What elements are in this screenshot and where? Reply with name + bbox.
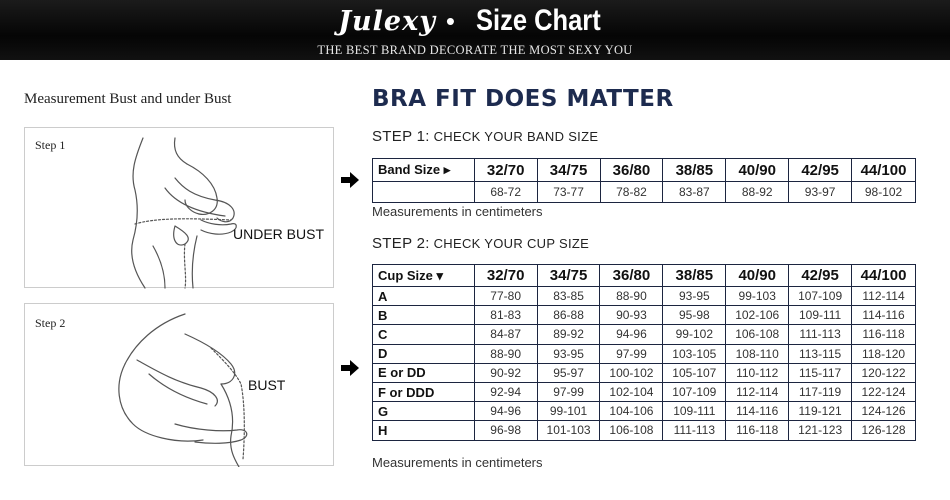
cup-measurement-cell: 106-108	[726, 325, 789, 344]
cup-measurement-cell: 112-114	[852, 287, 916, 306]
band-measurement-blank	[373, 182, 475, 203]
cup-measurement-cell: 109-111	[663, 402, 726, 421]
cup-measurement-cell: 99-102	[663, 325, 726, 344]
cup-measurement-cell: 120-122	[852, 363, 916, 382]
cup-measurement-cell: 112-114	[726, 382, 789, 401]
cup-size-col: 34/75	[537, 265, 600, 287]
step2-heading-prefix: STEP 2:	[372, 235, 430, 252]
cup-size-col: 32/70	[474, 265, 537, 287]
band-measurement-note: Measurements in centimeters	[372, 204, 543, 219]
cup-label-cell: C	[373, 325, 475, 344]
cup-measurement-cell: 124-126	[852, 402, 916, 421]
cup-measurement-cell: 97-99	[600, 344, 663, 363]
table-row	[373, 382, 916, 401]
bust-figure-icon	[25, 304, 335, 467]
cup-measurement-cell: 94-96	[600, 325, 663, 344]
band-measurement-cell: 98-102	[852, 182, 916, 203]
table-row	[373, 402, 916, 421]
cup-measurement-cell: 90-92	[474, 363, 537, 382]
cup-size-col: 42/95	[789, 265, 852, 287]
cup-measurement-cell: 104-106	[600, 402, 663, 421]
cup-measurement-cell: 94-96	[474, 402, 537, 421]
cup-measurement-cell: 111-113	[663, 421, 726, 440]
step2-heading-text: CHECK YOUR CUP SIZE	[433, 236, 590, 251]
right-arrow-icon	[341, 172, 359, 188]
cup-measurement-cell: 88-90	[474, 344, 537, 363]
cup-measurement-cell: 116-118	[852, 325, 916, 344]
cup-measurement-cell: 99-103	[726, 287, 789, 306]
cup-measurement-cell: 119-121	[789, 402, 852, 421]
cup-measurement-cell: 115-117	[789, 363, 852, 382]
cup-measurement-cell: 116-118	[726, 421, 789, 440]
cup-measurement-cell: 86-88	[537, 306, 600, 325]
step2-label: Step 2	[35, 316, 66, 330]
cup-label-cell: A	[373, 287, 475, 306]
step2-heading	[372, 235, 589, 252]
band-measurement-cell: 88-92	[726, 182, 789, 203]
cup-measurement-cell: 118-120	[852, 344, 916, 363]
band-size-col: 36/80	[600, 159, 663, 182]
tagline: THE BEST BRAND DECORATE THE MOST SEXY YOU	[317, 43, 633, 57]
cup-measurement-cell: 122-124	[852, 382, 916, 401]
cup-label-cell: F or DDD	[373, 382, 475, 401]
cup-label-cell: G	[373, 402, 475, 421]
cup-measurement-cell: 106-108	[600, 421, 663, 440]
brand-name: Julexy	[338, 6, 436, 37]
cup-measurement-cell: 95-97	[537, 363, 600, 382]
cup-measurement-cell: 97-99	[537, 382, 600, 401]
cup-measurement-cell: 100-102	[600, 363, 663, 382]
brand-separator: •	[445, 6, 456, 36]
cup-size-col: 40/90	[726, 265, 789, 287]
brand-row	[0, 4, 950, 38]
band-measurement-cell: 83-87	[663, 182, 726, 203]
band-size-col: 32/70	[474, 159, 537, 182]
right-arrow-icon	[341, 360, 359, 376]
cup-measurement-cell: 90-93	[600, 306, 663, 325]
band-size-col: 42/95	[789, 159, 852, 182]
cup-measurement-cell: 121-123	[789, 421, 852, 440]
cup-size-row-header: Cup Size ▾	[373, 265, 475, 287]
cup-measurement-cell: 101-103	[537, 421, 600, 440]
cup-measurement-cell: 83-85	[537, 287, 600, 306]
step1-heading	[372, 128, 598, 145]
step1-heading-prefix: STEP 1:	[372, 128, 430, 145]
cup-size-col: 36/80	[600, 265, 663, 287]
cup-measurement-cell: 109-111	[789, 306, 852, 325]
cup-measurement-cell: 84-87	[474, 325, 537, 344]
table-row	[373, 421, 916, 440]
table-row	[373, 344, 916, 363]
cup-measurement-cell: 93-95	[537, 344, 600, 363]
cup-label-cell: E or DD	[373, 363, 475, 382]
band-size-col: 38/85	[663, 159, 726, 182]
step1-heading-text: CHECK YOUR BAND SIZE	[433, 129, 599, 144]
cup-measurement-cell: 93-95	[663, 287, 726, 306]
cup-measurement-cell: 77-80	[474, 287, 537, 306]
band-size-col: 34/75	[537, 159, 600, 182]
cup-measurement-note: Measurements in centimeters	[372, 455, 543, 470]
cup-measurement-cell: 99-101	[537, 402, 600, 421]
cup-measurement-cell: 92-94	[474, 382, 537, 401]
table-row	[373, 363, 916, 382]
step1-label: Step 1	[35, 138, 66, 152]
step2-panel	[24, 303, 334, 466]
band-size-col: 40/90	[726, 159, 789, 182]
cup-measurement-cell: 117-119	[789, 382, 852, 401]
band-measurement-cell: 73-77	[537, 182, 600, 203]
under-bust-caption: UNDER BUST	[233, 226, 325, 242]
cup-size-header-row	[373, 265, 916, 287]
cup-measurement-cell: 102-104	[600, 382, 663, 401]
band-measurement-cell: 78-82	[600, 182, 663, 203]
cup-measurement-cell: 96-98	[474, 421, 537, 440]
fit-title: BRA FIT DOES MATTER	[372, 86, 674, 112]
table-row	[373, 287, 916, 306]
page-title: Size Chart	[476, 4, 601, 37]
cup-size-col: 38/85	[663, 265, 726, 287]
band-measurement-row	[373, 182, 916, 203]
measurement-title: Measurement Bust and under Bust	[24, 91, 232, 107]
cup-measurement-cell: 107-109	[789, 287, 852, 306]
cup-measurement-cell: 126-128	[852, 421, 916, 440]
cup-measurement-cell: 107-109	[663, 382, 726, 401]
cup-label-cell: B	[373, 306, 475, 325]
cup-size-col: 44/100	[852, 265, 916, 287]
cup-measurement-cell: 103-105	[663, 344, 726, 363]
table-row	[373, 325, 916, 344]
cup-measurement-cell: 114-116	[726, 402, 789, 421]
cup-measurement-cell: 88-90	[600, 287, 663, 306]
bust-caption: BUST	[248, 377, 286, 393]
band-size-row-header: Band Size ▸	[373, 159, 475, 182]
under-bust-figure-icon	[25, 128, 335, 289]
cup-size-table	[372, 264, 916, 441]
cup-measurement-cell: 108-110	[726, 344, 789, 363]
cup-label-cell: D	[373, 344, 475, 363]
table-row	[373, 306, 916, 325]
cup-measurement-cell: 102-106	[726, 306, 789, 325]
header-banner	[0, 0, 950, 60]
cup-measurement-cell: 111-113	[789, 325, 852, 344]
cup-measurement-cell: 113-115	[789, 344, 852, 363]
cup-measurement-cell: 81-83	[474, 306, 537, 325]
step1-panel	[24, 127, 334, 288]
band-size-table	[372, 158, 916, 203]
cup-measurement-cell: 114-116	[852, 306, 916, 325]
cup-measurement-cell: 89-92	[537, 325, 600, 344]
band-size-header-row	[373, 159, 916, 182]
band-size-col: 44/100	[852, 159, 916, 182]
cup-measurement-cell: 110-112	[726, 363, 789, 382]
band-measurement-cell: 93-97	[789, 182, 852, 203]
cup-measurement-cell: 105-107	[663, 363, 726, 382]
cup-measurement-cell: 95-98	[663, 306, 726, 325]
cup-label-cell: H	[373, 421, 475, 440]
band-measurement-cell: 68-72	[474, 182, 537, 203]
